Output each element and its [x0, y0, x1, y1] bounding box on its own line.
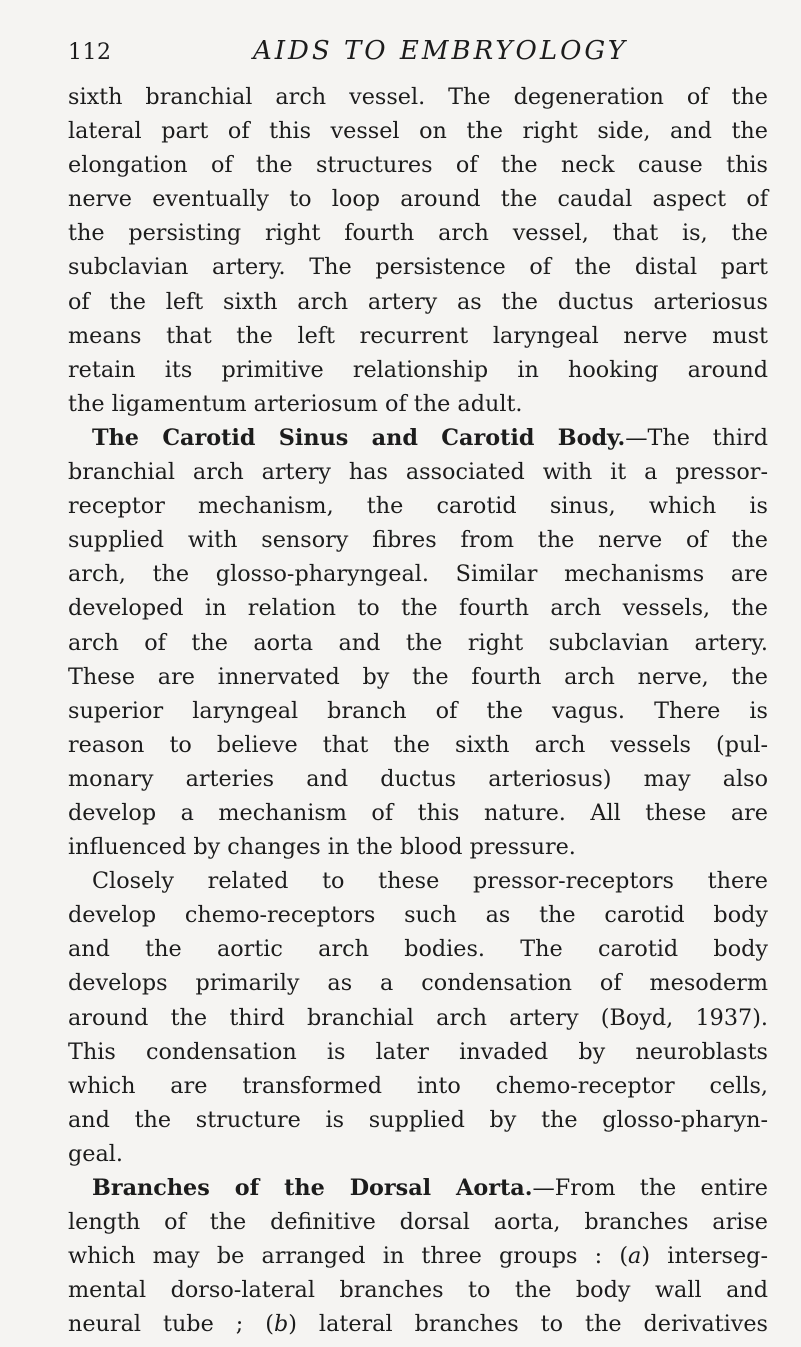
- text-line: [68, 148, 768, 182]
- line-text: develop a mechanism of this nature. All these are: [68, 799, 768, 826]
- line-text: lateral part of this vessel on the right side, and the: [68, 118, 768, 145]
- text-line: [68, 660, 768, 694]
- line-text: retain its primitive relationship in hooking around: [68, 356, 768, 383]
- line-text-after: ) interseg-: [641, 1243, 768, 1270]
- text-line: [68, 796, 768, 830]
- line-text: Closely related to these pressor-receptors there: [92, 868, 768, 895]
- section-heading: Branches of the Dorsal Aorta.: [92, 1175, 533, 1201]
- text-line: [68, 1035, 768, 1069]
- text-line: [68, 1103, 768, 1137]
- text-line: [68, 1137, 768, 1171]
- line-text: neural tube ; (: [68, 1311, 274, 1338]
- text-line: [68, 626, 768, 660]
- text-line: [68, 182, 768, 216]
- list-marker: b: [273, 1311, 289, 1338]
- line-text: geal.: [68, 1140, 123, 1167]
- line-text: and the aortic arch bodies. The carotid body: [68, 936, 768, 963]
- text-line: [68, 285, 768, 319]
- line-text: influenced by changes in the blood pressure.: [68, 834, 576, 861]
- line-text: superior laryngeal branch of the vagus. There is: [68, 697, 768, 724]
- line-text: and the structure is supplied by the glosso-pharyn-: [68, 1106, 768, 1133]
- text-line: [68, 387, 768, 421]
- text-line: [68, 1273, 768, 1307]
- text-line: [68, 250, 768, 284]
- line-text: which may be arranged in three groups : (: [68, 1243, 629, 1270]
- line-text: develop chemo-receptors such as the carotid body: [68, 902, 768, 929]
- text-line: [68, 114, 768, 148]
- line-text: monary arteries and ductus arteriosus) may also: [68, 765, 768, 792]
- line-text: around the third branchial arch artery (Boyd, 1937).: [68, 1004, 768, 1031]
- text-line: [68, 557, 768, 591]
- line-text: sixth branchial arch vessel. The degeneration of the: [68, 84, 768, 110]
- text-line: [68, 694, 768, 728]
- line-text: —The third: [625, 424, 768, 451]
- line-text: branchial arch artery has associated with it a pressor-: [68, 459, 768, 486]
- line-text: the ligamentum arteriosum of the adult.: [68, 390, 523, 417]
- text-line: [68, 864, 768, 898]
- text-line: [68, 80, 768, 114]
- text-line: [68, 728, 768, 762]
- text-line: [68, 898, 768, 932]
- line-text: subclavian artery. The persistence of the distal part: [68, 254, 768, 281]
- text-line: [68, 762, 768, 796]
- text-line: [68, 421, 768, 455]
- text-line: [68, 1001, 768, 1035]
- text-line: [68, 966, 768, 1000]
- text-line: [68, 932, 768, 966]
- text-line: [68, 1171, 768, 1205]
- line-text: receptor mechanism, the carotid sinus, which is: [68, 493, 768, 520]
- line-text: means that the left recurrent laryngeal nerve must: [68, 322, 768, 349]
- text-line: [68, 591, 768, 625]
- text-line: [68, 1307, 768, 1341]
- running-title: AIDS TO EMBRYOLOGY: [253, 36, 628, 66]
- line-text: which are transformed into chemo-receptor cells,: [68, 1072, 768, 1099]
- line-text: mental dorso-lateral branches to the body wall and: [68, 1277, 768, 1304]
- page-header: [68, 30, 761, 70]
- text-line: [68, 523, 768, 557]
- body-text: [68, 80, 768, 1341]
- page-number: 112: [68, 40, 112, 65]
- text-line: [68, 1205, 768, 1239]
- line-text: supplied with sensory fibres from the nerve of the: [68, 527, 768, 554]
- text-line: [68, 1239, 768, 1273]
- text-line: [68, 216, 768, 250]
- text-line: [68, 1069, 768, 1103]
- line-text-after: ) lateral branches to the derivatives: [288, 1311, 768, 1338]
- line-text: arch of the aorta and the right subclavian artery.: [68, 629, 768, 656]
- text-line: [68, 455, 768, 489]
- line-text: nerve eventually to loop around the caudal aspect of: [68, 186, 768, 213]
- line-text: length of the definitive dorsal aorta, branches arise: [68, 1209, 768, 1236]
- line-text: —From the entire: [532, 1175, 769, 1201]
- text-line: [68, 489, 768, 523]
- line-text: elongation of the structures of the neck cause this: [68, 152, 768, 179]
- section-heading: The Carotid Sinus and Carotid Body.: [92, 424, 626, 451]
- line-text: reason to believe that the sixth arch vessels (pul-: [68, 731, 768, 758]
- line-text: This condensation is later invaded by neuroblasts: [68, 1038, 768, 1065]
- line-text: developed in relation to the fourth arch vessels, the: [68, 595, 768, 622]
- line-text: These are innervated by the fourth arch nerve, the: [68, 663, 768, 690]
- text-line: [68, 319, 768, 353]
- line-text: the persisting right fourth arch vessel, that is, the: [68, 220, 768, 247]
- line-text: arch, the glosso-pharyngeal. Similar mechanisms are: [68, 561, 768, 588]
- line-text: develops primarily as a condensation of mesoderm: [68, 970, 768, 997]
- text-line: [68, 830, 768, 864]
- line-text: of the left sixth arch artery as the ductus arteriosus: [68, 288, 768, 315]
- list-marker: a: [628, 1243, 642, 1270]
- text-line: [68, 353, 768, 387]
